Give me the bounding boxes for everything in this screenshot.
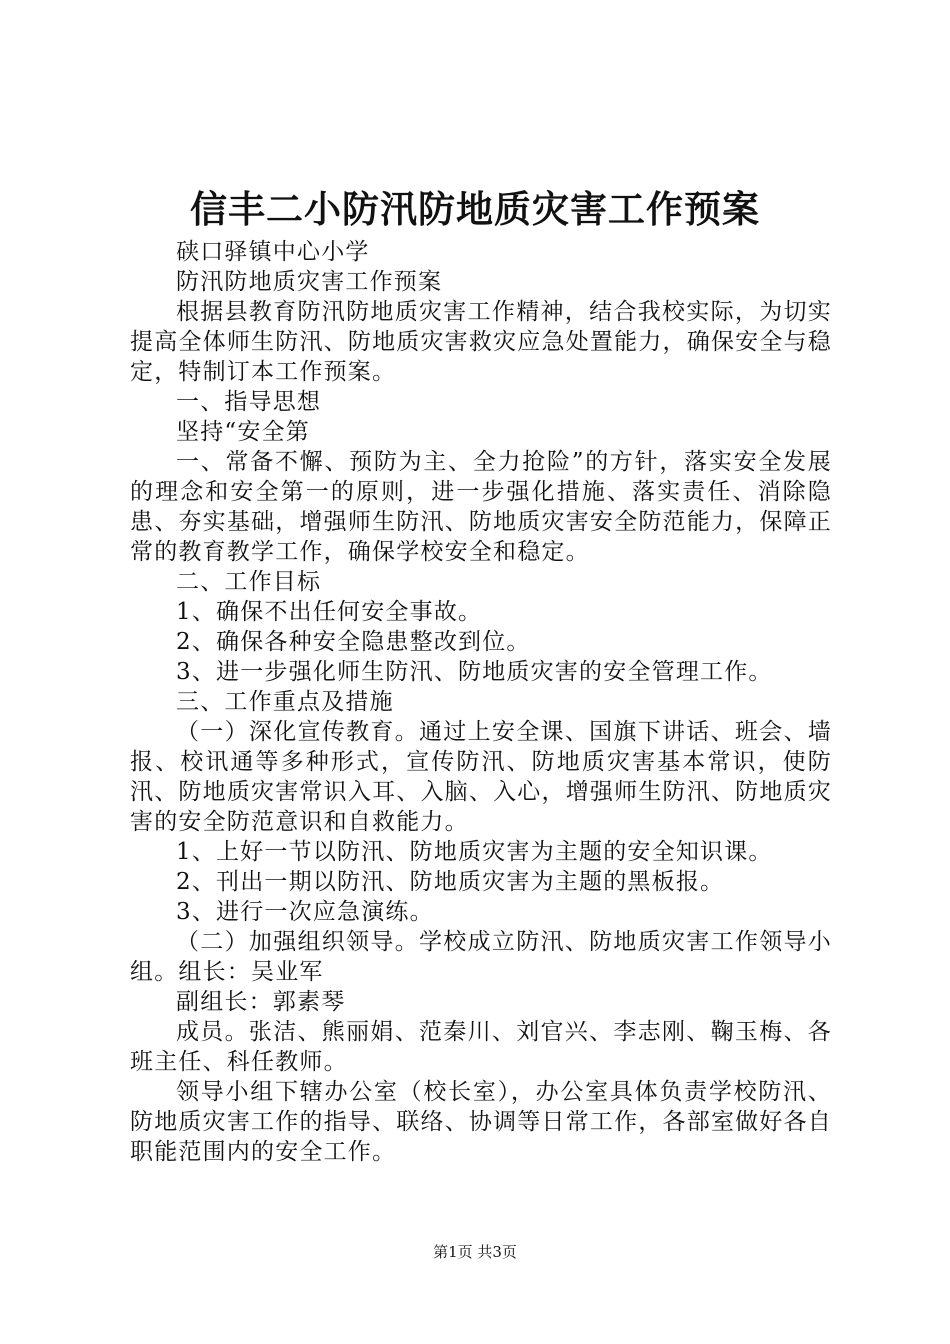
heading-key-measures: 三、工作重点及措施	[176, 689, 394, 715]
paragraph-policy: 一、常备不懈、预防为主、全力抢险”的方针，落实安全发展的理念和安全第一的原则，进一步强化措施、落实责任、消除隐患、夯实基础，增强师生防汛、防地质灾害安全防范能力，保障正常的教育教学工作，确保学校安全和稳定。	[130, 449, 832, 565]
heading-work-goals: 二、工作目标	[176, 569, 322, 595]
list-item-goal-3: 3、进一步强化师生防汛、防地质灾害的安全管理工作。	[176, 659, 773, 685]
page-number: 第1页 共3页	[433, 1243, 517, 1261]
list-item-measure-3: 3、进行一次应急演练。	[176, 899, 434, 925]
list-item-goal-2: 2、确保各种安全隐患整改到位。	[176, 629, 531, 655]
paragraph-school-name: 硖口驿镇中心小学	[176, 239, 370, 265]
paragraph-publicity: （一）深化宣传教育。通过上安全课、国旗下讲话、班会、墙报、校讯通等多种形式，宣传防汛、防地质灾害基本常识，使防汛、防地质灾害常识入耳、入脑、入心，增强师生防汛、防地质灾害的安全防范意识和自救能力。	[130, 719, 832, 835]
document-title: 信丰二小防汛防地质灾害工作预案	[190, 187, 760, 231]
list-item-measure-2: 2、刊出一期以防汛、防地质灾害为主题的黑板报。	[176, 869, 725, 895]
paragraph-office: 领导小组下辖办公室（校长室），办公室具体负责学校防汛、防地质灾害工作的指导、联络、协调等日常工作，各部室做好各自职能范围内的安全工作。	[130, 1079, 832, 1165]
list-item-measure-1: 1、上好一节以防汛、防地质灾害为主题的安全知识课。	[176, 839, 773, 865]
paragraph-leadership: （二）加强组织领导。学校成立防汛、防地质灾害工作领导小组。组长：吴业军	[130, 929, 832, 985]
paragraph-intro: 根据县教育防汛防地质灾害工作精神，结合我校实际，为切实提高全体师生防汛、防地质灾害救灾应急处置能力，确保安全与稳定，特制订本工作预案。	[130, 299, 832, 385]
document-body	[130, 237, 832, 1167]
paragraph-adhere: 坚持“安全第	[176, 419, 310, 445]
paragraph-deputy-leader: 副组长：郭素琴	[176, 989, 346, 1015]
paragraph-members: 成员。张洁、熊丽娟、范秦川、刘官兴、李志刚、鞠玉梅、各班主任、科任教师。	[130, 1019, 832, 1075]
list-item-goal-1: 1、确保不出任何安全事故。	[176, 599, 483, 625]
heading-guiding-ideology: 一、指导思想	[176, 389, 322, 415]
paragraph-plan-subtitle: 防汛防地质灾害工作预案	[176, 269, 443, 295]
